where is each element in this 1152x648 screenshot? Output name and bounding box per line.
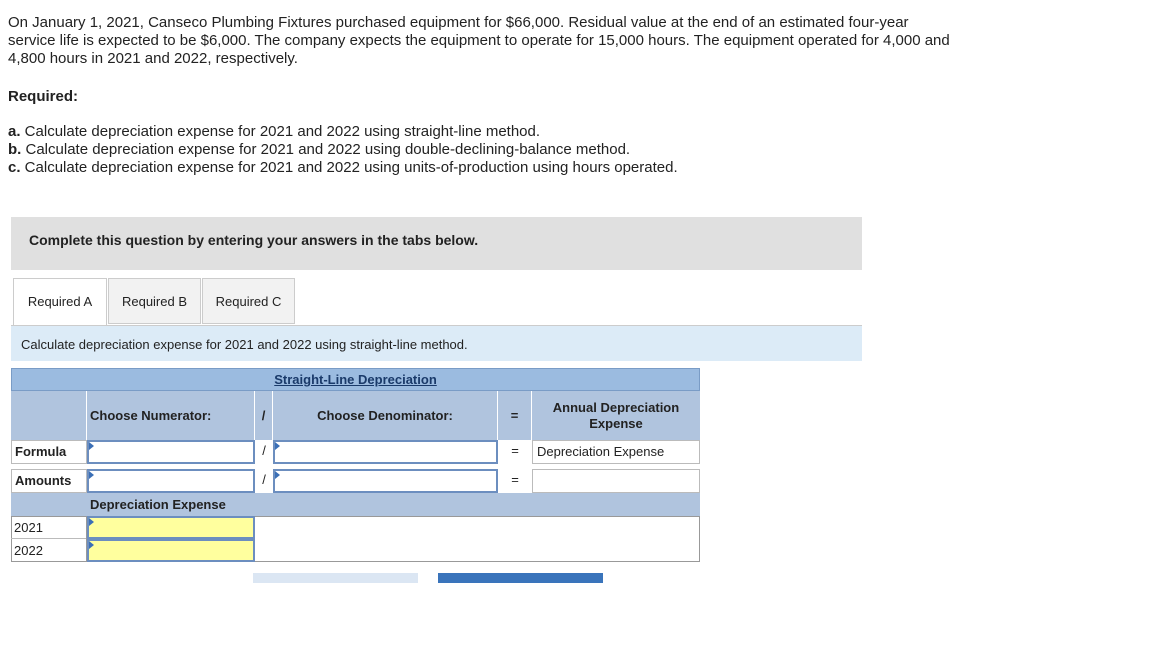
- amounts-equals: =: [498, 469, 532, 493]
- required-item-a: a. Calculate depreciation expense for 2021 and 2022 using straight-line method.: [8, 123, 541, 140]
- grid-title: Straight-Line Depreciation: [11, 368, 700, 391]
- year-label-2021: 2021: [14, 520, 43, 535]
- expense-header: Depreciation Expense: [90, 497, 226, 512]
- formula-result: Depreciation Expense: [532, 440, 700, 464]
- problem-text: On January 1, 2021, Canseco Plumbing Fixtures purchased equipment for $66,000. Residual value at the end of an estimated four-year service life is expected to be $6,000. The company expects the equipment to operate for 15,000 hours. The equipment operated for 4,000 and 4,800 hours in 2021 and 2022, respectively.: [8, 14, 950, 67]
- expense-2021-input[interactable]: [87, 516, 255, 539]
- amounts-numerator-input[interactable]: [87, 469, 255, 493]
- amounts-divide: /: [255, 469, 273, 493]
- amounts-denominator-input[interactable]: [273, 469, 498, 493]
- problem-statement: [8, 14, 958, 68]
- equals-symbol-header: =: [498, 391, 532, 440]
- required-list: [8, 123, 678, 177]
- tab-required-a[interactable]: Required A: [13, 278, 107, 326]
- input-flag-icon: [89, 541, 94, 549]
- required-item-c: c. Calculate depreciation expense for 2021 and 2022 using units-of-production using hours operated.: [8, 159, 678, 176]
- required-item-b: b. Calculate depreciation expense for 2021 and 2022 using double-declining-balance method.: [8, 141, 631, 158]
- prev-button[interactable]: [253, 573, 418, 583]
- formula-equals: =: [498, 440, 532, 464]
- row-label-amounts: Amounts: [11, 469, 87, 493]
- dropdown-flag-icon: [89, 442, 94, 450]
- expense-2022-input[interactable]: [87, 539, 255, 562]
- formula-numerator-select[interactable]: [87, 440, 255, 464]
- required-heading: Required:: [8, 88, 79, 105]
- formula-denominator-select[interactable]: [273, 440, 498, 464]
- instructions-box: [11, 217, 862, 270]
- amounts-result-input[interactable]: [532, 469, 700, 493]
- instructions-text: Complete this question by entering your answers in the tabs below.: [29, 232, 479, 248]
- straight-line-grid: [11, 368, 700, 562]
- input-flag-icon: [89, 471, 94, 479]
- numerator-header: Choose Numerator:: [87, 391, 255, 440]
- year-divider: [11, 538, 87, 539]
- divide-symbol-header: /: [255, 391, 273, 440]
- subquestion-bar: [11, 326, 862, 361]
- dropdown-flag-icon: [275, 442, 280, 450]
- denominator-header: Choose Denominator:: [273, 391, 498, 440]
- next-button[interactable]: [438, 573, 603, 583]
- tab-required-b[interactable]: Required B: [108, 278, 201, 324]
- formula-divide: /: [255, 440, 273, 464]
- subquestion-text: Calculate depreciation expense for 2021 and 2022 using straight-line method.: [21, 337, 468, 352]
- result-header: Annual Depreciation Expense: [532, 391, 700, 440]
- input-flag-icon: [89, 518, 94, 526]
- row-label-formula: Formula: [11, 440, 87, 464]
- year-label-2022: 2022: [14, 543, 43, 558]
- input-flag-icon: [275, 471, 280, 479]
- header-blank: [11, 391, 87, 440]
- tab-required-c[interactable]: Required C: [202, 278, 295, 324]
